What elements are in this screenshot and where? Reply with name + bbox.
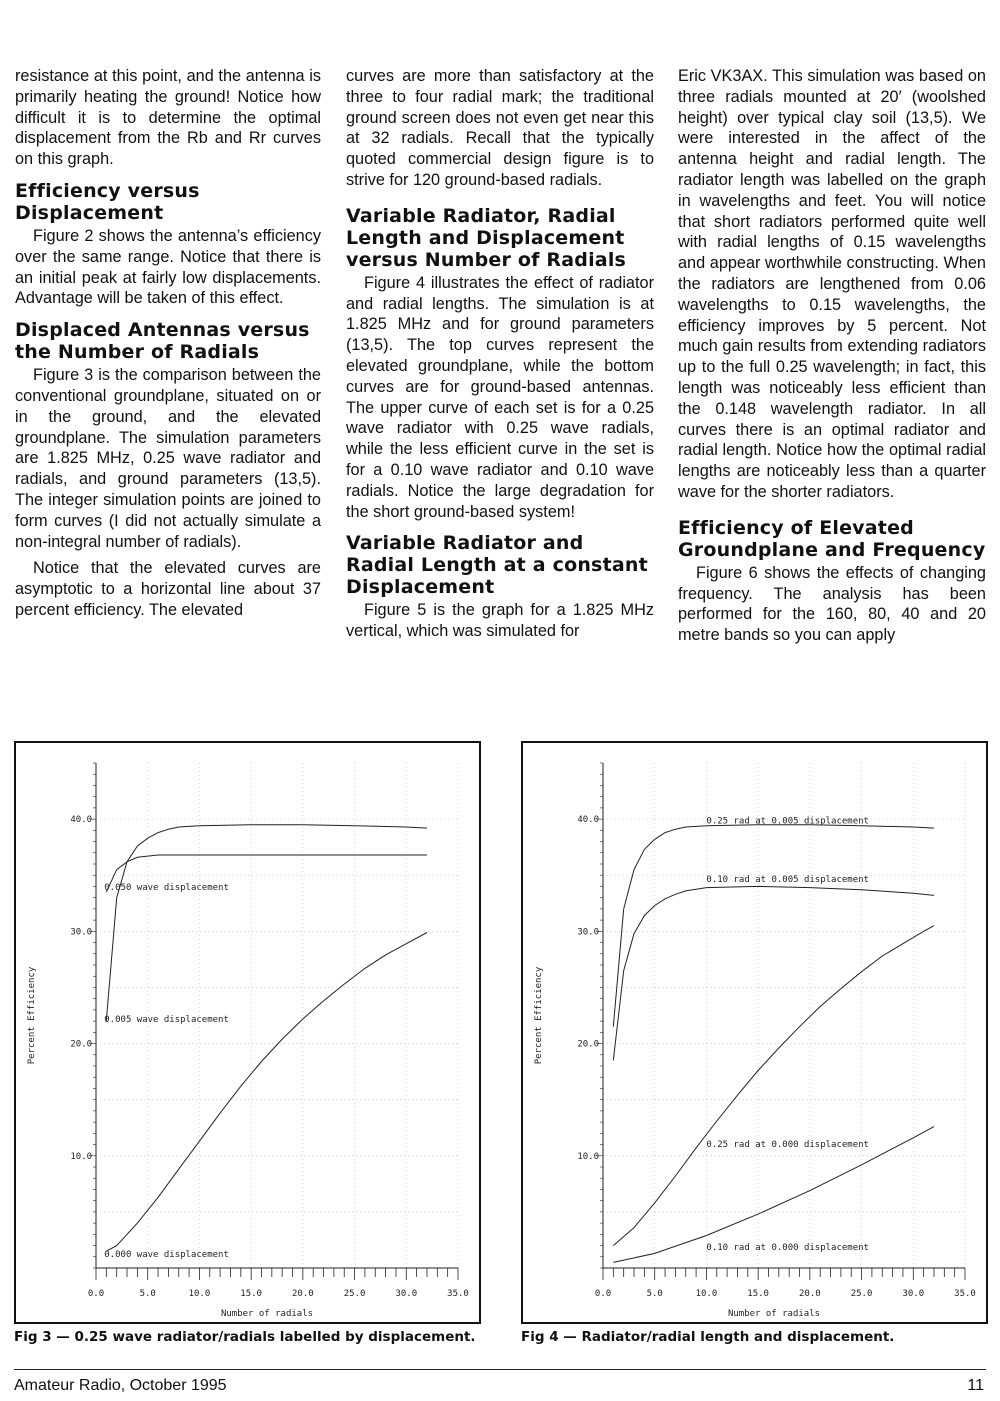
x-tick-label: 10.0	[188, 1289, 211, 1299]
paragraph: Notice that the elevated curves are asymptotic to a horizontal line about 37 percent efficiency. The elevated	[15, 559, 321, 619]
x-tick-label: 15.0	[240, 1289, 262, 1299]
series-line	[613, 926, 934, 1246]
paragraph: Figure 3 is the comparison between the conventional groundplane, situated on or in the ground, and the elevated groundplane. The simulation parameters are 1.825 MHz, 0.25 wave radiator and radials, and ground parameters (13,5). The integer simulation points are joined to form curves (I did not actually simulate a non-integral number of radials).	[15, 366, 321, 551]
figure-3-caption: Fig 3 — 0.25 wave radiator/radials labelled by displacement.	[14, 1329, 476, 1345]
paragraph: Figure 4 illustrates the effect of radiator and radial lengths. The simulation is at 1.825 MHz and for ground parameters (13,5). The top curves represent the elevated groundplane, while the bottom curves are for ground-based antennas. The upper curve of each set is for a 0.25 wave radiator with 0.25 wave radials, while the less efficient curve in the set is for a 0.10 wave radiator and 0.10 wave radials. Notice the large degradation for the short ground-based system!	[346, 273, 654, 521]
paragraph: resistance at this point, and the antenna is primarily heating the ground! Notice how difficult it is to determine the optimal displacement from the Rb and Rr curves on this graph.	[15, 67, 321, 169]
section-heading: Variable Radiator and Radial Length at a constant Displacement	[346, 532, 648, 599]
y-tick-label: 40.0	[70, 815, 92, 826]
x-tick-label: 30.0	[902, 1289, 925, 1299]
series-label: 0.000 wave displacement	[104, 1249, 229, 1260]
x-tick-label: 20.0	[799, 1289, 821, 1299]
y-axis-label: Percent Efficiency	[534, 966, 544, 1065]
series-label: 0.10 rad at 0.005 displacement	[706, 874, 869, 885]
x-axis-label: Number of radials	[727, 1309, 821, 1319]
paragraph: Figure 5 is the graph for a 1.825 MHz vertical, which was simulated for	[346, 601, 654, 641]
x-tick-label: 25.0	[343, 1289, 366, 1299]
y-tick-label: 10.0	[70, 1151, 92, 1162]
column-3	[678, 66, 986, 646]
paragraph: curves are more than satisfactory at the three to four radial mark; the traditional ground screen does not even get near this at 32 radials. Recall that the typically quoted commercial design figure is to strive for 120 ground-based radials.	[346, 67, 654, 189]
series-label: 0.25 rad at 0.005 displacement	[706, 816, 869, 827]
x-axis-label: Number of radials	[220, 1309, 314, 1319]
section-heading: Efficiency of Elevated Groundplane and Frequency	[678, 516, 986, 561]
section-heading: Variable Radiator, Radial Length and Displacement versus Number of Radials	[346, 204, 627, 271]
y-tick-label: 30.0	[70, 927, 92, 938]
column-1	[15, 66, 321, 621]
y-tick-label: 40.0	[577, 815, 599, 826]
x-tick-label: 0.0	[594, 1289, 612, 1299]
x-tick-label: 20.0	[292, 1289, 314, 1299]
figure-4	[521, 741, 988, 1324]
footer-publication: Amateur Radio, October 1995	[14, 1377, 227, 1394]
footer-rule	[14, 1369, 986, 1370]
series-line	[106, 933, 427, 1252]
series-label: 0.005 wave displacement	[104, 1015, 229, 1026]
x-tick-label: 0.0	[87, 1289, 105, 1299]
x-tick-label: 30.0	[395, 1289, 418, 1299]
figure-4-caption: Fig 4 — Radiator/radial length and displacement.	[521, 1329, 895, 1345]
paragraph: Figure 6 shows the effects of changing frequency. The analysis has been performed for the 160, 80, 40 and 20 metre bands so you can apply	[678, 563, 986, 645]
x-tick-label: 35.0	[447, 1289, 469, 1299]
column-2	[346, 66, 654, 642]
series-label: 0.050 wave displacement	[104, 882, 229, 893]
series-label: 0.25 rad at 0.000 displacement	[706, 1139, 869, 1150]
y-axis-label: Percent Efficiency	[27, 966, 37, 1065]
y-tick-label: 20.0	[70, 1039, 92, 1050]
page-number: 11	[967, 1377, 984, 1394]
series-line	[613, 825, 934, 1027]
y-tick-label: 30.0	[577, 927, 599, 938]
series-line	[613, 886, 934, 1060]
series-line	[106, 825, 427, 1021]
section-heading: Displaced Antennas versus the Number of Radials	[15, 319, 310, 364]
x-tick-label: 25.0	[850, 1289, 873, 1299]
y-tick-label: 20.0	[577, 1039, 599, 1050]
x-tick-label: 5.0	[139, 1289, 156, 1299]
figure-3	[14, 741, 481, 1324]
x-tick-label: 5.0	[646, 1289, 663, 1299]
series-label: 0.10 rad at 0.000 displacement	[706, 1243, 869, 1254]
x-tick-label: 15.0	[747, 1289, 769, 1299]
section-heading: Efficiency versus Displacement	[15, 179, 200, 224]
y-tick-label: 10.0	[577, 1151, 599, 1162]
figure-4-chart	[523, 743, 986, 1322]
x-tick-label: 10.0	[695, 1289, 718, 1299]
paragraph: Eric VK3AX. This simulation was based on three radials mounted at 20′ (woolshed height) over typical clay soil (13,5). We were interested in the affect of the antenna height and radial length. The radiator length was labelled on the graph in wavelengths and feet. You will notice that short radiators performed quite well with radial lengths of 0.15 wavelengths and appear worthwhile constructing. When the radiators are lengthened from 0.06 wavelengths to 0.15 wavelengths, the efficiency improves by 5 percent. Not much gain results from extending radiators up to the full 0.25 wavelength; in fact, this length was noticeably less efficient than the 0.148 wavelength radiator. In all curves there is an optimal radiator and radial length. Notice how the optimal radial lengths are noticeably less than a quarter wave for the shorter radiators.	[678, 67, 986, 501]
x-tick-label: 35.0	[954, 1289, 976, 1299]
figure-3-chart	[16, 743, 479, 1322]
paragraph: Figure 2 shows the antenna’s efficiency over the same range. Notice that there is an initial peak at fairly low displacements. Advantage will be taken of this effect.	[15, 226, 321, 308]
